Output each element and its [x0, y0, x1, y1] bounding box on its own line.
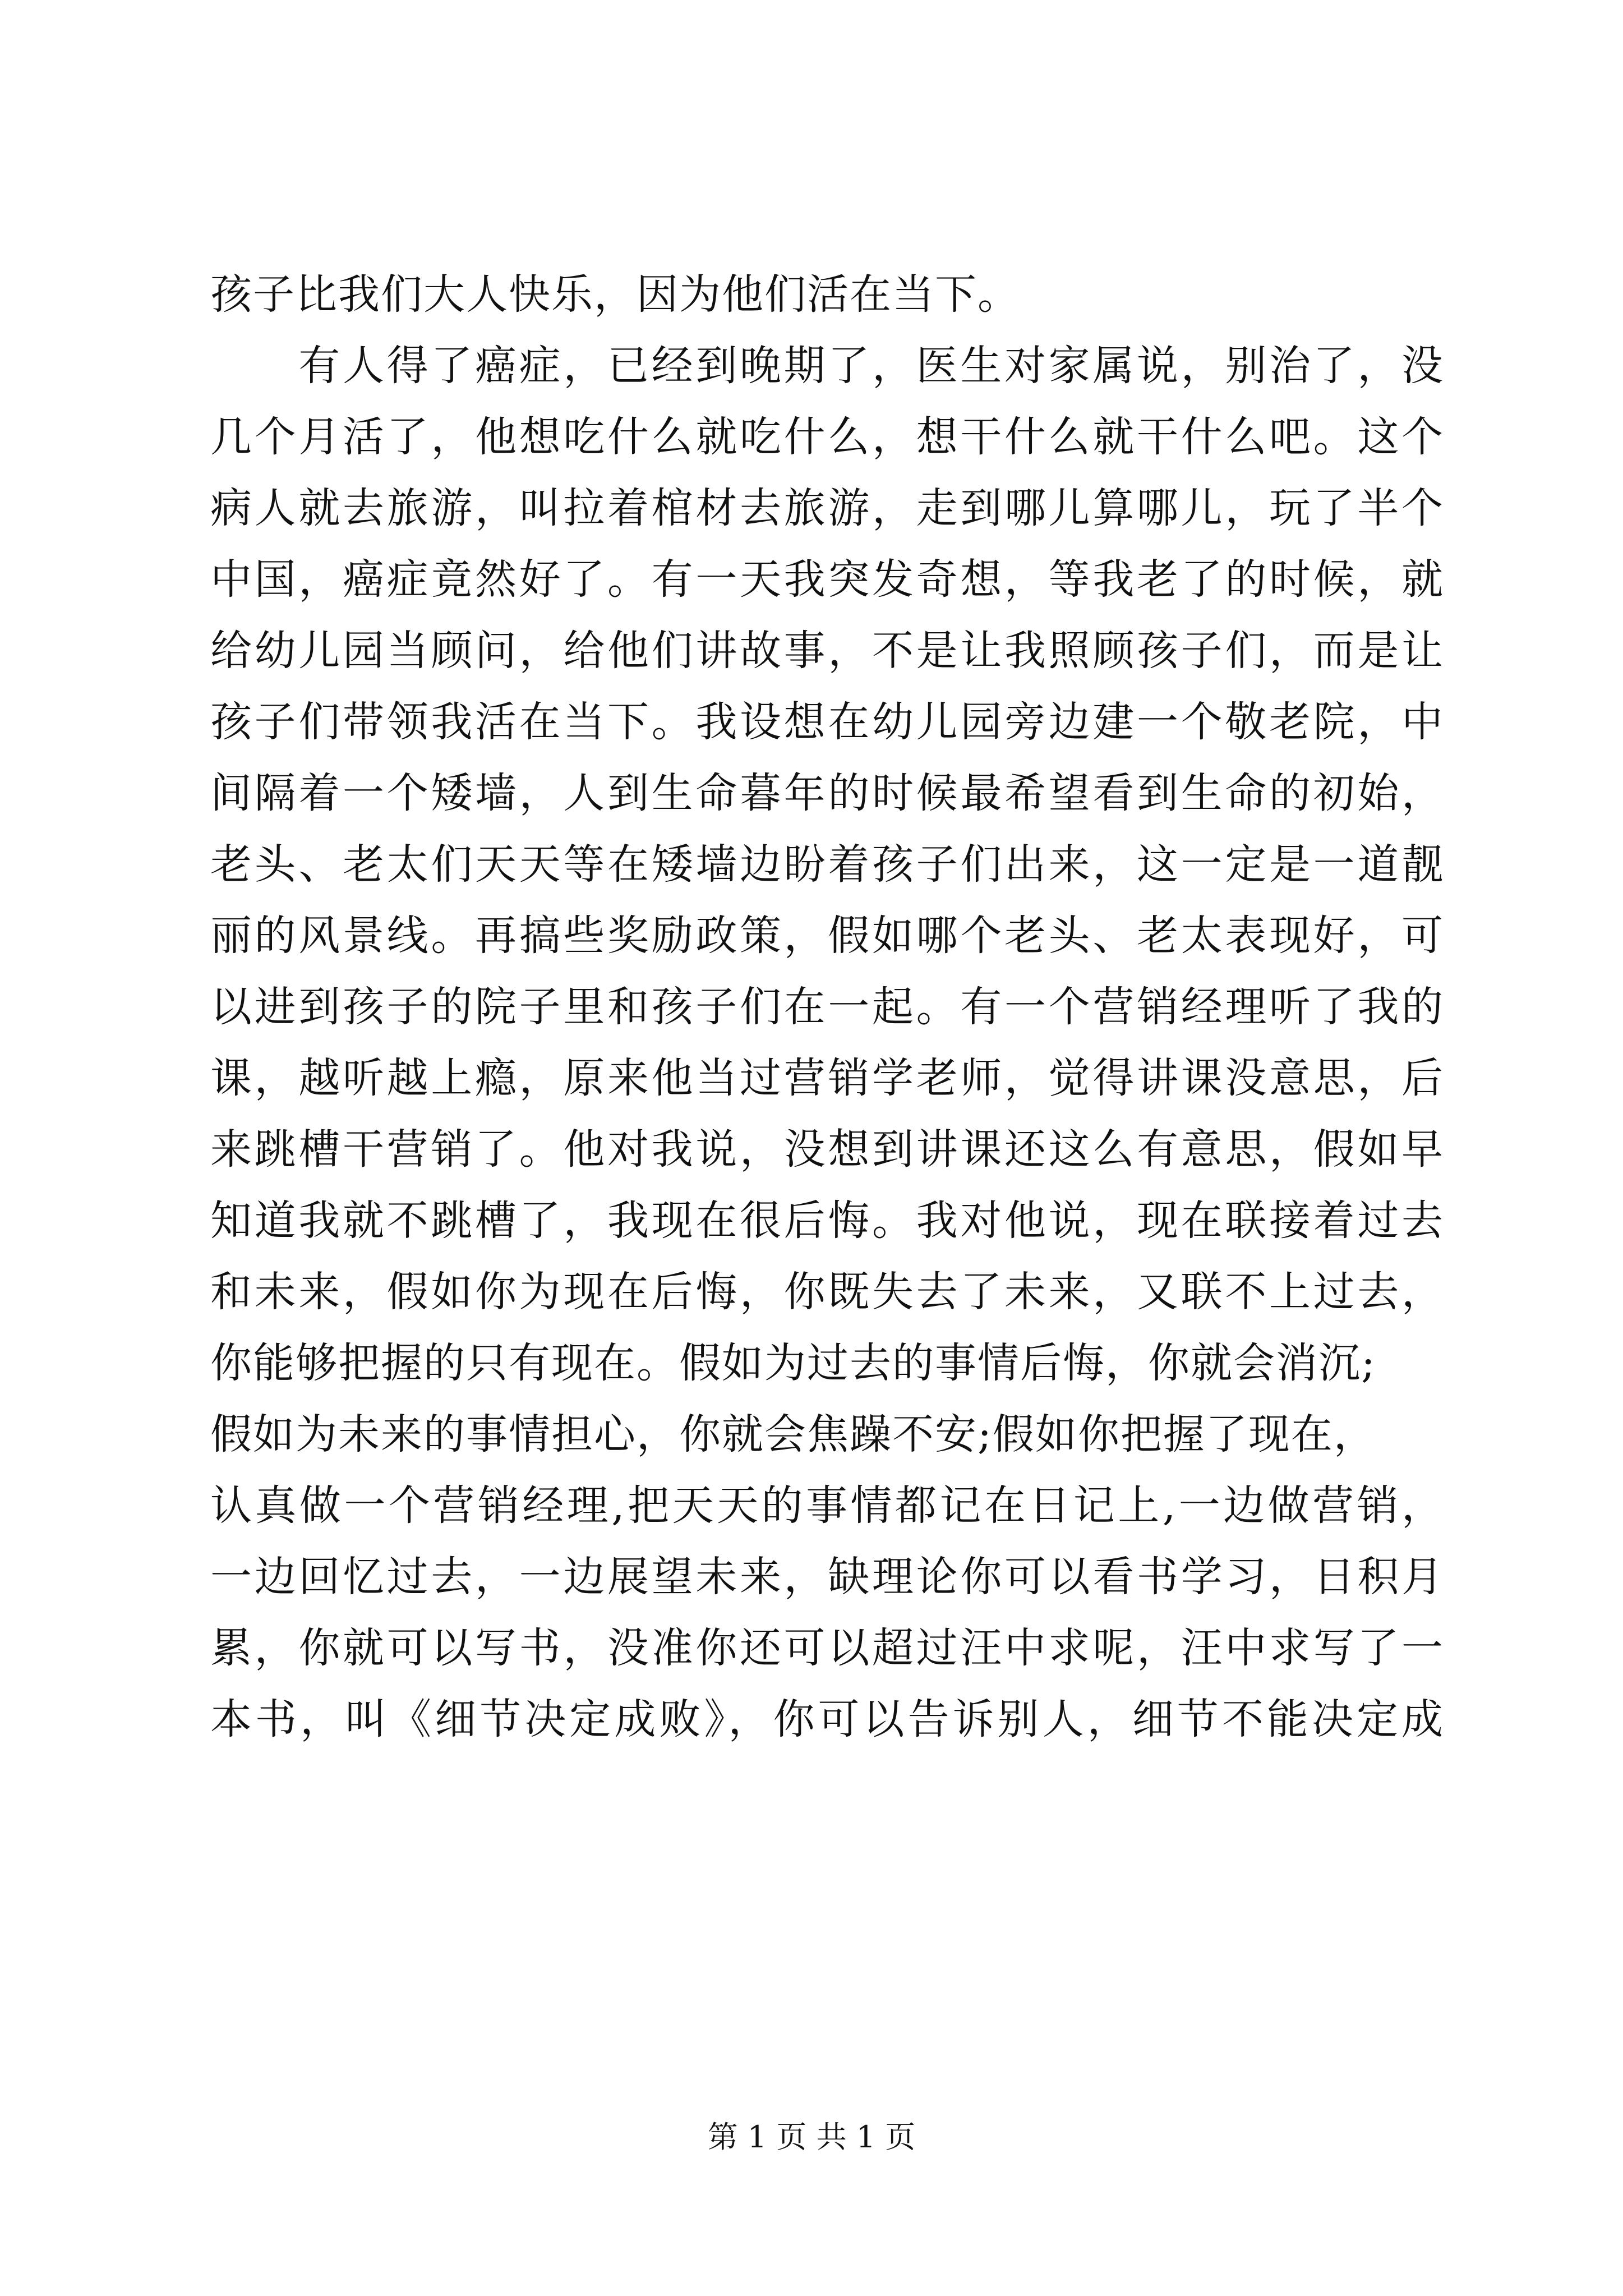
text-line: 中国，癌症竟然好了。有一天我突发奇想，等我老了的时候，就 [210, 555, 1444, 604]
text-line: 老头、老太们天天等在矮墙边盼着孩子们出来，这一定是一道靓 [210, 840, 1444, 889]
text-line: 间隔着一个矮墙，人到生命暮年的时候最希望看到生命的初始， [210, 769, 1444, 817]
text-line: 一边回忆过去，一边展望未来，缺理论你可以看书学习，日积月 [210, 1553, 1444, 1601]
text-line: 给幼儿园当顾问，给他们讲故事，不是让我照顾孩子们，而是让 [210, 627, 1444, 675]
text-line: 和未来，假如你为现在后悔，你既失去了未来，又联不上过去， [210, 1268, 1444, 1316]
text-line: 孩子比我们大人快乐，因为他们活在当下。 [210, 270, 1020, 319]
page-number: 第 1 页 共 1 页 [707, 2119, 916, 2155]
text-line: 你能够把握的只有现在。假如为过去的事情后悔，你就会消沉; [210, 1339, 1376, 1387]
text-line: 以进到孩子的院子里和孩子们在一起。有一个营销经理听了我的 [210, 983, 1444, 1031]
text-line: 本书，叫《细节决定成败》，你可以告诉别人，细节不能决定成 [210, 1695, 1444, 1743]
text-line: 来跳槽干营销了。他对我说，没想到讲课还这么有意思，假如早 [210, 1125, 1444, 1174]
text-line: 假如为未来的事情担心，你就会焦躁不安;假如你把握了现在， [210, 1410, 1376, 1458]
text-line: 孩子们带领我活在当下。我设想在幼儿园旁边建一个敬老院，中 [210, 698, 1444, 746]
page-footer [0, 2118, 1623, 2157]
text-line: 认真做一个营销经理,把天天的事情都记在日记上,一边做营销， [210, 1481, 1444, 1530]
text-line: 几个月活了，他想吃什么就吃什么，想干什么就干什么吧。这个 [210, 413, 1444, 461]
text-line: 丽的风景线。再搞些奖励政策，假如哪个老头、老太表现好，可 [210, 912, 1444, 960]
text-line: 课，越听越上瘾，原来他当过营销学老师，觉得讲课没意思，后 [210, 1054, 1444, 1102]
text-line: 有人得了癌症，已经到晚期了，医生对家属说，别治了，没 [210, 342, 1444, 390]
text-line: 知道我就不跳槽了，我现在很后悔。我对他说，现在联接着过去 [210, 1197, 1444, 1245]
text-line: 累，你就可以写书，没准你还可以超过汪中求呢，汪中求写了一 [210, 1624, 1444, 1672]
body-text [210, 259, 1444, 1755]
text-line: 病人就去旅游，叫拉着棺材去旅游，走到哪儿算哪儿，玩了半个 [210, 484, 1444, 532]
